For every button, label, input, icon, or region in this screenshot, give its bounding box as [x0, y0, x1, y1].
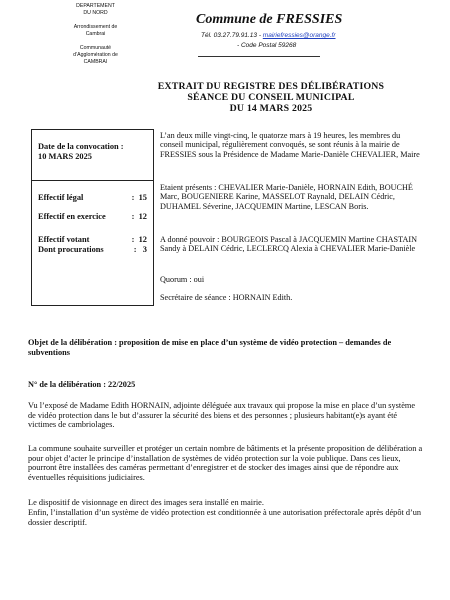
email-link[interactable]: mairiefressies@orange.fr	[262, 32, 336, 39]
effectif-value: : 12	[131, 235, 147, 244]
effectif-label: Effectif légal	[38, 193, 84, 202]
title-line: EXTRAIT DU REGISTRE DES DÉLIBÉRATIONS	[157, 81, 385, 92]
header-line: Arrondissement de	[73, 24, 118, 30]
effectif-row	[38, 245, 147, 255]
commune-title: Commune de FRESSIES	[196, 12, 343, 27]
quorum: Quorum : oui	[160, 275, 205, 284]
postal-code: - Code Postal 59268	[237, 42, 297, 49]
meeting-intro: L’an deux mille vingt-cinq, le quatorze mars à 19 heures, les membres du conseil municipal, régulièrement convoqués, se sont réunis à la mairie de FRESSIES sous la Présidence de Madame Marie-Danièle CHEVALIER, Maire	[160, 131, 420, 159]
deliberation-number: N° de la délibération : 22/2025	[28, 380, 136, 389]
body-paragraph: Enfin, l’installation d’un système de vidéo protection est conditionnée à une autorisation préfectorale après dépôt d’un dossier descriptif.	[28, 508, 422, 527]
body-paragraph: La commune souhaite surveiller et protéger un certain nombre de bâtiments et la présente proposition de délibération a pour objet d’acter le principe d’installation de systèmes de vidéo protection sur la voie publique. Dans ces lieux, pourront être installées des caméras permettant d’enregistrer et de stocker des images ainsi que de répondre aux éventuelles réquisitions judiciaires.	[28, 444, 423, 482]
effectif-value: : 3	[133, 245, 147, 254]
deliberation-subject: Objet de la délibération : proposition de mise en place d’un système de vidéo protection – demandes de subventions	[28, 338, 392, 357]
header-line: DEPARTEMENT	[76, 3, 115, 9]
header-line: CAMBRAI	[83, 59, 108, 65]
session-secretary: Secrétaire de séance : HORNAIN Edith.	[160, 293, 293, 302]
phone-text: Tél. 03.27.79.91.13 -	[201, 32, 263, 39]
header-divider	[198, 56, 320, 57]
effectif-row	[38, 193, 147, 203]
header-line: d’Agglomération de	[73, 52, 118, 58]
box-divider	[32, 180, 153, 181]
proxy-members: A donné pouvoir : BOURGEOIS Pascal à JACQUEMIN Martine CHASTAIN Sandy à DELAIN Cédric, LECLERCQ Alexia à CHEVALIER Marie-Danièle	[160, 235, 418, 254]
body-paragraph: Le dispositif de visionnage en direct des images sera installé en mairie.	[28, 498, 264, 507]
contact-line	[201, 31, 336, 41]
header-line: Communauté	[79, 45, 112, 51]
effectif-row	[38, 235, 147, 245]
contact-block	[201, 31, 336, 51]
present-members: Etaient présents : CHEVALIER Marie-Danièle, HORNAIN Edith, BOUCHÉ Marc, BOUGENIERE Karine, MASSELOT Raynald, DELAIN Cédric, DUHAMEL Séverine, JACQUEMIN Martine, LESCAN Boris.	[160, 183, 413, 211]
effectif-label: Effectif votant	[38, 235, 90, 244]
document-title	[141, 81, 401, 114]
department-header	[38, 3, 153, 66]
convocation-label: Date de la convocation :	[38, 142, 124, 151]
convocation-date: 10 MARS 2025	[38, 152, 92, 161]
body-paragraph: Vu l’exposé de Madame Edith HORNAIN, adjointe déléguée aux travaux qui propose la mise en place d’un système de vidéo protection dans le but d’assurer la sécurité des biens et des personnes ; plusieurs habitant(e)s ayant été victimes de cambriolages.	[28, 401, 416, 430]
meeting-info-box	[31, 129, 154, 306]
header-line: Cambrai	[85, 31, 106, 37]
title-line: SÉANCE DU CONSEIL MUNICIPAL	[187, 92, 355, 103]
effectif-row	[38, 212, 147, 222]
effectif-label: Dont procurations	[38, 245, 104, 254]
effectif-value: : 15	[131, 193, 147, 202]
header-line: DU NORD	[83, 10, 108, 16]
title-line: DU 14 MARS 2025	[229, 103, 313, 114]
effectif-value: : 12	[131, 212, 147, 221]
effectif-label: Effectif en exercice	[38, 212, 106, 221]
